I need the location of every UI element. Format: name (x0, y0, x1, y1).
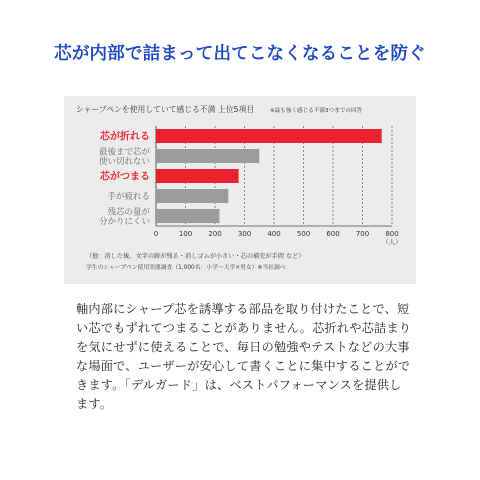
x-tick-label: 700 (355, 230, 370, 238)
chart-footnote: （他：消した後、文字の跡が残る・消しゴムが小さい・芯の補充が手間 など） (86, 253, 305, 260)
category-label: 手が疲れる (107, 192, 150, 202)
category-label: 最後まで芯が使い切れない (98, 147, 150, 167)
x-tick-label: 800 (385, 230, 399, 238)
category-label: 芯が折れる (100, 131, 150, 143)
chart-source: 学生のシャープペン使用実態調査（1,000名：小学〜大学×男女）※当社調べ (86, 265, 286, 271)
category-label: 芯がつまる (100, 171, 150, 183)
category-label: 残芯の量が分かりにくい (98, 207, 150, 227)
bar (156, 149, 259, 163)
chart-note: ※最も強く感じる不満3つまでの回答 (270, 108, 363, 114)
bar-chart (64, 96, 416, 256)
x-tick-label: 400 (267, 230, 281, 238)
bar (156, 209, 219, 223)
x-tick-label: 100 (178, 230, 193, 238)
headline: 芯が内部で詰まって出てこなくなることを防ぐ (54, 44, 426, 64)
x-tick-label: 200 (208, 230, 222, 238)
x-tick-label: 600 (326, 230, 340, 238)
x-tick-label: 0 (153, 230, 159, 238)
x-tick-label: 500 (296, 230, 311, 238)
bar (156, 129, 382, 143)
chart-panel (64, 96, 416, 284)
bar (156, 189, 228, 203)
x-unit-label: （人） (382, 238, 402, 246)
description-text: 軸内部にシャープ芯を誘導する部品を取り付けたことで、短い芯でもずれてつまることがありません。芯折れや芯詰まりを気にせずに使えることで、毎日の勉強やテストなどの大事な場面で、ユーザーが安心して書くことに集中することができます。「デルガード」は、ベストパフォーマンスを提供します。 (76, 302, 412, 411)
chart-title: シャープペンを使用していて感じる不満 上位5項目 (76, 105, 255, 114)
bar (156, 169, 239, 183)
x-tick-label: 300 (237, 230, 252, 238)
